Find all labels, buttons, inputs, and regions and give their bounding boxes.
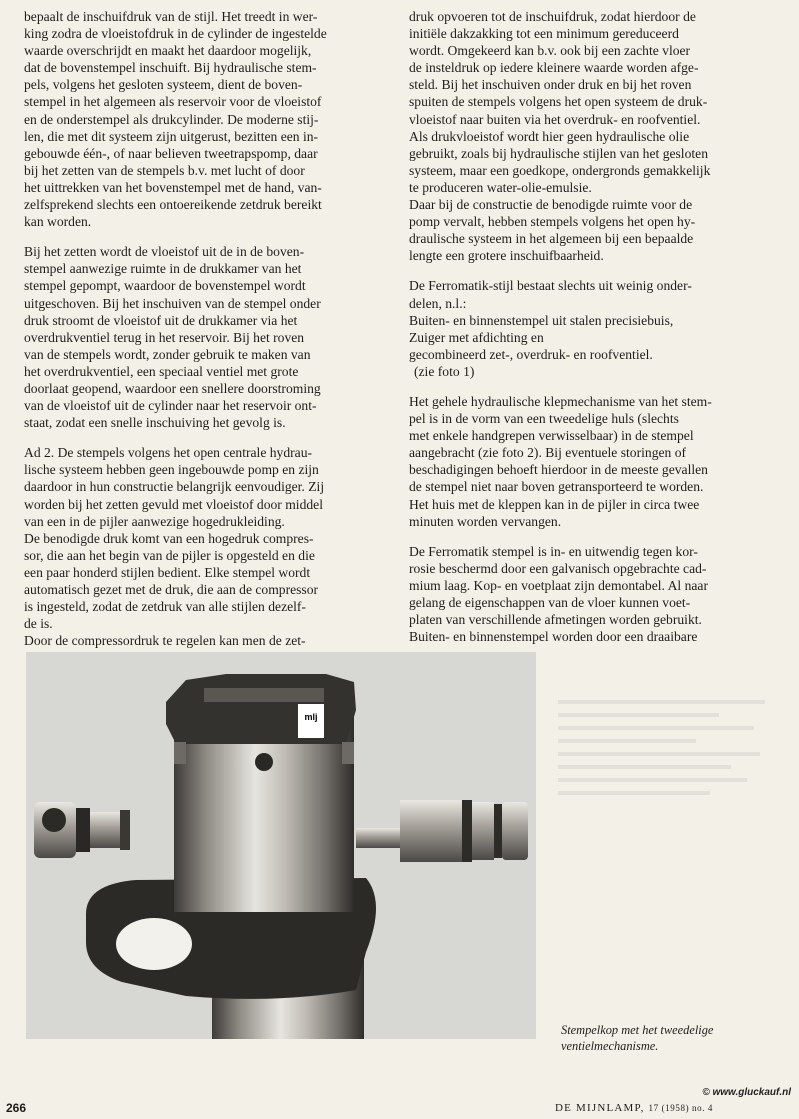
text-line: het uittrekken van het bovenstempel met de hand, van- [24,179,322,195]
text-line: Zuiger met afdichting en [409,329,544,345]
prop-head-photo [26,652,536,1039]
text-line: staat, zodat een snelle inschuiving het gevolg is. [24,415,286,431]
caption-line: Stempelkop met het tweedelige [561,1023,714,1037]
paragraph-p3 [24,444,396,632]
text-line: len, die met dit systeem zijn uitgerust, bezitten een in- [24,128,319,144]
valve-stem [356,828,400,848]
head-slot [204,688,324,702]
text-line: kan worden. [24,214,92,230]
text-line: pel is in de vorm van een tweedelige huls (slechts [409,411,679,427]
valve-ring [76,808,90,852]
journal-name: DE MIJNLAMP, [555,1102,645,1114]
text-line: te produceren water-olie-emulsie. [409,179,592,195]
text-line: met enkele handgrepen verwisselbaar) in de stempel [409,428,694,444]
image-watermark-label: mlj [298,704,324,738]
text-line: zelfsprekend slechts een ontoereikende zetdruk bereikt [24,197,322,213]
text-line: het overdrukventiel, een speciaal ventiel met grote [24,363,299,379]
text-line: Het huis met de kleppen kan in de pijler in circa twee [409,496,700,512]
journal-footer [555,1102,713,1114]
text-line: waarde overschrijdt en maakt het daardoor mogelijk, [24,43,312,59]
text-line: dat de bovenstempel inschuift. Bij hydraulische stem- [24,60,317,76]
text-line: een paar honderd stijlen bedient. Elke stempel wordt [24,564,311,580]
website-credit: © www.gluckauf.nl [702,1087,791,1098]
text-line: druk stroomt de vloeistof uit de drukkamer via het [24,312,298,328]
text-line: sor, die aan het begin van de pijler is opgesteld en die [24,547,315,563]
text-line: mium laag. Kop- en voetplaat zijn demontabel. Al naar [409,577,708,593]
text-line: draulische systeem in het algemeen bij een bepaalde [409,231,694,247]
side-bolt-left [174,742,186,764]
bolt-hole [255,753,273,771]
text-line: lische systeem hebben geen ingebouwde pomp en zijn [24,462,319,478]
text-line: van de stempels wordt, zonder gebruik te maken van [24,346,311,362]
text-line: gelang de eigenschappen van de vloer kunnen voet- [409,595,691,610]
text-line: is ingesteld, zodat de zetdruk van alle stijlen dezelf- [24,599,306,615]
valve-cap [502,802,528,860]
text-line: de insteldruk op iedere kleinere waarde worden afge- [409,60,699,76]
text-line: rosie beschermd door een galvanisch opgebrachte cad- [409,560,707,576]
text-line: stempel gepompt, waardoor de bovenstempel wordt [24,278,306,294]
text-line: initiële dakzakking tot een minimum gereduceerd [409,26,679,42]
text-line: steld. Bij het inschuiven onder druk en bij het roven [409,77,692,93]
text-line: Door de compressordruk te regelen kan men de zet- [24,633,306,649]
text-line: pels, volgens het gesloten systeem, dient de boven- [24,77,303,93]
text-line: Daar bij de constructie de benodigde ruimte voor de [409,197,693,213]
journal-issue: 17 (1958) no. 4 [648,1103,714,1113]
right-column [409,8,781,658]
text-line: delen, n.l.: [409,295,467,311]
text-line: de is. [24,616,53,632]
valve-ring [462,800,472,862]
text-line: vloeistof naar buiten via het overdruk- en roofventiel. [409,111,701,127]
paragraph-p1 [24,8,396,230]
valve-ring [120,810,130,850]
foot-hole [116,918,192,970]
text-line: pomp vervalt, hebben stempels volgens het open hy- [409,214,696,230]
text-line: doorlaat geopend, waardoor een snellere doorstroming [24,380,321,396]
text-line: Het gehele hydraulische klepmechanisme van het stem- [409,393,712,409]
text-line: Ad 2. De stempels volgens het open centrale hydrau- [24,445,313,461]
photo-caption [561,1022,786,1054]
text-line: lengte een grotere inschuifbaarheid. [409,248,604,264]
text-line: de stempel niet naar boven getransporteerd te worden. [409,479,704,495]
paragraph-r2 [409,277,781,380]
paragraph-r1 [409,8,781,264]
valve-body-right [400,800,462,862]
text-line: en de onderstempel als drukcylinder. De moderne stij- [24,111,319,127]
text-line: wordt. Omgekeerd kan b.v. ook bij een zachte vloer [409,43,691,59]
left-column [24,8,396,662]
text-line: overdrukventiel terug in het reservoir. Bij het roven [24,329,305,345]
text-line: daardoor in hun constructie belangrijk eenvoudiger. Zij [24,479,325,495]
prop-head-illustration [26,652,536,1039]
text-line: aangebracht (zie foto 2). Bij eventuele storingen of [409,445,687,461]
text-line: gecombineerd zet-, overdruk- en roofventiel. [409,346,653,362]
text-line: Buiten- en binnenstempel uit stalen precisiebuis, [409,312,674,328]
text-line: Buiten- en binnenstempel worden door een draaibare [409,629,698,645]
valve-body-right [472,802,494,860]
text-line: king zodra de vloeistofdruk in de cylinder de ingestelde [24,26,327,42]
text-line: worden bij het zetten gevuld met vloeistof door middel [24,496,323,512]
text-line: systeem, maar een goedkope, ondergronds gemakkelijk [409,162,711,178]
text-line: bij het zetten van de stempels b.v. met lucht of door [24,162,305,178]
text-line: Als drukvloeistof wordt hier geen hydraulische olie [409,128,690,144]
valve-body-left [90,812,120,848]
head-plate [166,674,356,744]
text-line: bepaalt de inschuifdruk van de stijl. Het treedt in wer- [24,9,318,24]
side-bolt-right [342,742,354,764]
paragraph-p4 [24,632,396,649]
text-line: gebruikt, zoals bij hydraulische stijlen van het gesloten [409,145,708,161]
text-line: gebouwde één-, of naar believen tweetrapspomp, daar [24,145,318,161]
text-line: van de vloeistof uit de cylinder naar het reservoir ont- [24,398,317,414]
paragraph-p2 [24,243,396,431]
text-line: (zie foto 1) [414,363,475,379]
paragraph-r4 [409,543,781,646]
paragraph-r3 [409,393,781,530]
text-line: minuten worden vervangen. [409,513,562,529]
text-line: uitgeschoven. Bij het inschuiven van de stempel onder [24,295,321,311]
text-line: spuiten de stempels volgens het open systeem de druk- [409,94,708,110]
text-line: De benodigde druk komt van een hogedruk compres- [24,530,314,546]
valve-ring [494,804,502,858]
text-line: platen van verschillende afmetingen worden gebruikt. [409,612,702,628]
text-line: stempel in het algemeen als reservoir voor de vloeistof [24,94,322,110]
page-number: 266 [6,1101,27,1115]
text-line: automatisch gezet met de druk, die aan de compressor [24,582,319,597]
text-line: De Ferromatik stempel is in- en uitwendig tegen kor- [409,543,698,559]
text-line: van een in de pijler aanwezige hogedrukleiding. [24,513,285,529]
valve-port [42,808,66,832]
text-line: De Ferromatik-stijl bestaat slechts uit weinig onder- [409,278,692,294]
caption-line: ventielmechanisme. [561,1039,659,1053]
text-line: druk opvoeren tot de inschuifdruk, zodat hierdoor de [409,9,696,24]
text-line: beschadigingen behoeft hierdoor in de meeste gevallen [409,462,708,478]
text-line: Bij het zetten wordt de vloeistof uit de in de boven- [24,244,305,260]
bleed-through-text [558,700,788,804]
text-line: stempel aanwezige ruimte in de drukkamer van het [24,261,302,277]
